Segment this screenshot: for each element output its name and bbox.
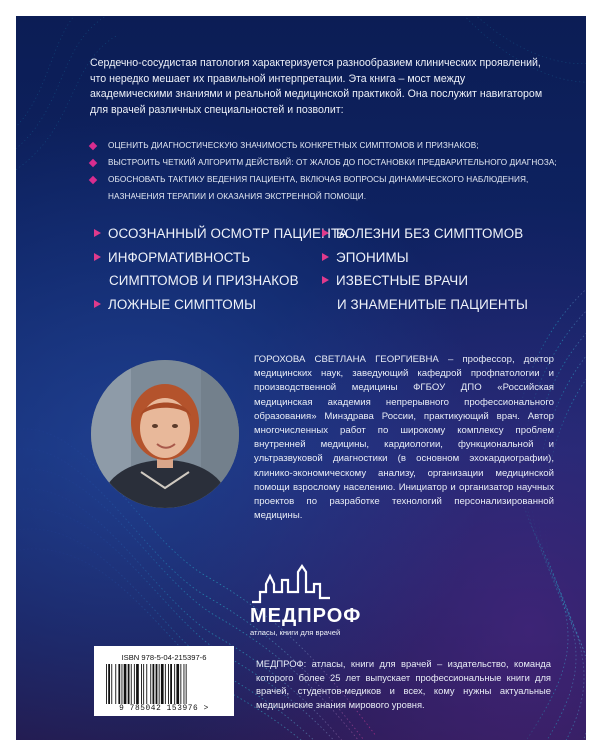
topic-text: ОСОЗНАННЫЙ ОСМОТР ПАЦИЕНТА <box>108 226 348 241</box>
intro-bullet-item <box>90 171 560 188</box>
topic-item <box>94 222 348 246</box>
intro-bullet-text: ОЦЕНИТЬ ДИАГНОСТИЧЕСКУЮ ЗНАЧИМОСТЬ КОНКРЕТНЫХ СИМПТОМОВ И ПРИЗНАКОВ; <box>108 141 479 150</box>
topic-text: ЛОЖНЫЕ СИМПТОМЫ <box>108 296 257 312</box>
triangle-bullet-icon <box>94 229 101 237</box>
topic-text: ИЗВЕСТНЫЕ ВРАЧИ <box>336 273 469 288</box>
intro-bullet-continuation <box>90 188 560 205</box>
topic-item <box>322 222 562 246</box>
topics-left-column <box>94 222 348 316</box>
bullet-diamond-icon <box>89 159 97 167</box>
triangle-bullet-icon <box>94 300 101 308</box>
triangle-bullet-icon <box>322 276 329 284</box>
author-bio-text: – профессор, доктор медицинских наук, заведующий кафедрой профпатологии и производственной медицины ФГБОУ ДПО «Российская медицинская академия непрерывного профессионального образования» Минздрава России, практикующий врач. Автор многочисленных работ по широкому комплексу проблем внутренней медицины, кардиологии, функциональной и ультразвуковой диагностики (в основном эхокардиографии), клинико-экономическому анализу, организации медицинской помощи взрослому населению. Инициатор и организатор научных проектов по разработке технологий персонализированной медицины. <box>254 354 554 522</box>
isbn-barcode <box>94 646 234 716</box>
topic-item <box>322 246 562 270</box>
topic-item-continuation <box>94 269 334 293</box>
topic-item-continuation <box>322 293 562 317</box>
triangle-bullet-icon <box>322 229 329 237</box>
topics-section <box>94 222 554 322</box>
triangle-bullet-icon <box>94 253 101 261</box>
intro-bullet-list <box>90 137 560 205</box>
triangle-bullet-icon <box>322 253 329 261</box>
isbn-number: ISBN 978-5-04-215397-6 <box>121 653 207 662</box>
publisher-logo-subtitle: атласы, книги для врачей <box>250 628 341 637</box>
topic-item <box>94 246 334 270</box>
bullet-diamond-icon <box>89 142 97 150</box>
intro-paragraph: Сердечно-сосудистая патология характеризуется разнообразием клинических проявлений, что нередко мешает их правильной интерпретации. Эта книга – мост между академическими знаниями и реальной медицинской практикой. Она послужит навигатором для врачей различных специальностей и позволит: <box>90 57 543 116</box>
topic-text: СИМПТОМОВ И ПРИЗНАКОВ <box>109 273 299 288</box>
intro-bullet-continuation-text: НАЗНАЧЕНИЯ ТЕРАПИИ И ОКАЗАНИЯ ЭКСТРЕННОЙ ПОМОЩИ. <box>108 192 367 201</box>
book-back-cover <box>16 16 586 740</box>
publisher-description-text: : атласы, книги для врачей – издательство, команда которого более 25 лет выпускает профессиональные книги для врачей, студентов-медиков и всех, кому нужны актуальные медицинские знания мирового уровня. <box>256 658 551 710</box>
publisher-name: МЕДПРОФ <box>256 658 304 669</box>
author-portrait-illustration <box>91 360 239 508</box>
publisher-logo-title: МЕДПРОФ <box>250 605 362 627</box>
publisher-description <box>256 657 551 711</box>
topic-text: ИНФОРМАТИВНОСТЬ <box>108 249 251 265</box>
bullet-diamond-icon <box>89 176 97 184</box>
intro-bullet-text: ВЫСТРОИТЬ ЧЕТКИЙ АЛГОРИТМ ДЕЙСТВИЙ: ОТ ЖАЛОБ ДО ПОСТАНОВКИ ПРЕДВАРИТЕЛЬНОГО ДИАГНОЗА; <box>108 158 557 167</box>
author-name: ГОРОХОВА СВЕТЛАНА ГЕОРГИЕВНА <box>254 354 439 365</box>
topic-item <box>322 269 562 293</box>
author-photo <box>91 360 239 508</box>
intro-bullet-text: ОБОСНОВАТЬ ТАКТИКУ ВЕДЕНИЯ ПАЦИЕНТА, ВКЛЮЧАЯ ВОПРОСЫ ДИНАМИЧЕСКОГО НАБЛЮДЕНИЯ, <box>108 175 529 184</box>
author-bio <box>254 353 554 523</box>
topics-right-column <box>322 222 562 316</box>
topic-item <box>94 293 334 317</box>
barcode-digits: 9 785042 153976 > <box>119 705 209 713</box>
intro-bullet-item <box>90 137 560 154</box>
topic-text: БОЛЕЗНИ БЕЗ СИМПТОМОВ <box>336 226 524 241</box>
topic-text: ЭПОНИМЫ <box>336 249 409 265</box>
topic-text: И ЗНАМЕНИТЫЕ ПАЦИЕНТЫ <box>337 296 528 312</box>
intro-bullet-item <box>90 154 560 171</box>
barcode-bars <box>104 664 224 704</box>
